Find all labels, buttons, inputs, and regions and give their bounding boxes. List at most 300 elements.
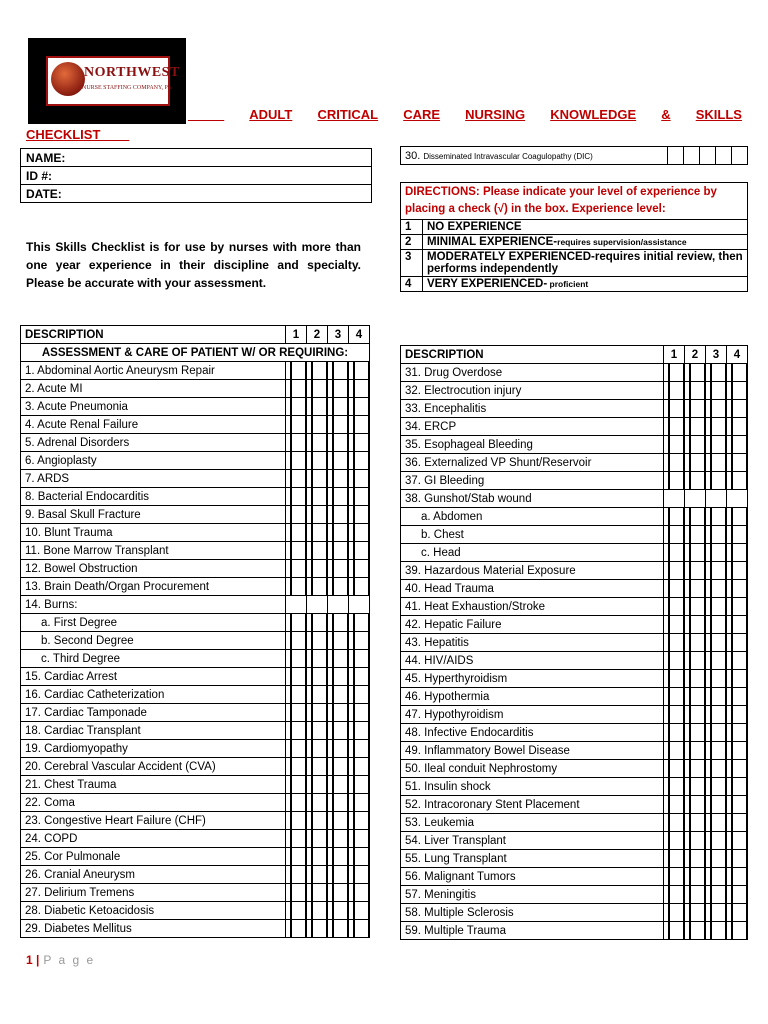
checkbox-level-3[interactable]	[328, 578, 349, 596]
checkbox-level-4[interactable]	[727, 760, 748, 778]
checkbox-level-1[interactable]	[286, 920, 307, 938]
checkbox-level-3[interactable]	[328, 776, 349, 794]
checkbox-level-1[interactable]	[286, 866, 307, 884]
checkbox-level-3[interactable]	[706, 724, 727, 742]
checkbox-level-4[interactable]	[727, 616, 748, 634]
checkbox-level-2[interactable]	[685, 760, 706, 778]
checkbox-level-1[interactable]	[664, 886, 685, 904]
checkbox-level-3[interactable]	[706, 454, 727, 472]
checkbox-level-4[interactable]	[349, 614, 370, 632]
checkbox-level-2[interactable]	[307, 380, 328, 398]
checkbox-level-2[interactable]	[685, 886, 706, 904]
checkbox-level-1[interactable]	[286, 668, 307, 686]
checkbox-level-2[interactable]	[307, 848, 328, 866]
checkbox-level-2[interactable]	[685, 562, 706, 580]
description-header: DESCRIPTION	[401, 346, 664, 364]
checkbox-level-3[interactable]	[328, 434, 349, 452]
checkbox-level-3[interactable]	[328, 794, 349, 812]
checkbox-level-2[interactable]	[307, 632, 328, 650]
checkbox-level-2[interactable]	[307, 488, 328, 506]
checkbox-level-3	[706, 490, 727, 508]
checkbox-level-1[interactable]	[664, 760, 685, 778]
date-field[interactable]: DATE:	[21, 185, 372, 203]
checkbox-level-3[interactable]	[706, 598, 727, 616]
checkbox-level-2[interactable]	[307, 524, 328, 542]
checkbox-level-3[interactable]	[328, 866, 349, 884]
table-row	[401, 832, 748, 850]
checkbox-level-2[interactable]	[685, 868, 706, 886]
checkbox-level-4[interactable]	[727, 508, 748, 526]
checkbox-level-3[interactable]	[706, 382, 727, 400]
table-row	[21, 776, 370, 794]
checkbox-level-4[interactable]	[727, 400, 748, 418]
checkbox-level-4[interactable]	[349, 506, 370, 524]
checkbox-level-1[interactable]	[664, 706, 685, 724]
dic-row-table	[400, 146, 748, 165]
checkbox-level-2[interactable]	[307, 398, 328, 416]
checkbox-level-3[interactable]	[328, 362, 349, 380]
checkbox-level-4[interactable]	[727, 652, 748, 670]
checkbox-level-1[interactable]	[286, 560, 307, 578]
checkbox-level-4[interactable]	[349, 560, 370, 578]
checkbox-level-3[interactable]	[328, 758, 349, 776]
checkbox-level-2[interactable]	[307, 542, 328, 560]
checkbox-level-3[interactable]	[706, 544, 727, 562]
item-label: 6. Angioplasty	[21, 452, 286, 470]
checkbox-level-4[interactable]	[727, 706, 748, 724]
checkbox-level-1[interactable]	[664, 832, 685, 850]
item-label: 50. Ileal conduit Nephrostomy	[401, 760, 664, 778]
checkbox-level-2[interactable]	[307, 866, 328, 884]
checkbox-level-4[interactable]	[727, 742, 748, 760]
checkbox-level-3[interactable]	[706, 400, 727, 418]
checkbox-level-3[interactable]	[706, 562, 727, 580]
checkbox-2[interactable]	[684, 147, 700, 165]
company-logo	[28, 38, 186, 124]
checkbox-level-1[interactable]	[664, 868, 685, 886]
checkbox-level-3[interactable]	[706, 868, 727, 886]
checkbox-level-3[interactable]	[328, 740, 349, 758]
checkbox-level-4[interactable]	[727, 526, 748, 544]
checkbox-level-4[interactable]	[727, 418, 748, 436]
item-label: 14. Burns:	[21, 596, 286, 614]
checkbox-level-1[interactable]	[286, 542, 307, 560]
checkbox-level-4[interactable]	[349, 524, 370, 542]
checkbox-level-4[interactable]	[349, 488, 370, 506]
checkbox-level-2[interactable]	[685, 814, 706, 832]
checkbox-level-4[interactable]	[349, 398, 370, 416]
checkbox-level-4[interactable]	[727, 670, 748, 688]
checkbox-level-1[interactable]	[664, 544, 685, 562]
checkbox-level-3[interactable]	[706, 922, 727, 940]
checkbox-level-1[interactable]	[664, 400, 685, 418]
level-note: proficient	[547, 279, 589, 289]
checkbox-level-3[interactable]	[328, 614, 349, 632]
checkbox-level-4[interactable]	[349, 470, 370, 488]
checkbox-level-2[interactable]	[307, 902, 328, 920]
checkbox-5[interactable]	[732, 147, 748, 165]
checkbox-level-3[interactable]	[706, 796, 727, 814]
checkbox-level-1[interactable]	[286, 632, 307, 650]
checkbox-level-1[interactable]	[286, 362, 307, 380]
table-row	[401, 778, 748, 796]
level-label	[423, 250, 748, 277]
checkbox-level-4[interactable]	[727, 814, 748, 832]
checkbox-level-1[interactable]	[286, 830, 307, 848]
checkbox-level-1[interactable]	[664, 616, 685, 634]
checkbox-level-2[interactable]	[307, 470, 328, 488]
checkbox-level-1[interactable]	[286, 650, 307, 668]
checkbox-level-2[interactable]	[685, 670, 706, 688]
checkbox-level-4[interactable]	[727, 454, 748, 472]
checkbox-level-4[interactable]	[349, 902, 370, 920]
checkbox-level-2[interactable]	[307, 776, 328, 794]
checkbox-level-4[interactable]	[727, 598, 748, 616]
table-row	[21, 542, 370, 560]
checkbox-level-4[interactable]	[727, 886, 748, 904]
checkbox-level-2[interactable]	[685, 400, 706, 418]
item-label: 26. Cranial Aneurysm	[21, 866, 286, 884]
checkbox-level-4[interactable]	[349, 668, 370, 686]
checkbox-level-1[interactable]	[664, 580, 685, 598]
checkbox-level-2[interactable]	[307, 452, 328, 470]
checkbox-level-1[interactable]	[664, 598, 685, 616]
checkbox-level-4[interactable]	[349, 722, 370, 740]
checkbox-level-2[interactable]	[685, 382, 706, 400]
checkbox-level-2[interactable]	[685, 454, 706, 472]
checkbox-level-3[interactable]	[328, 470, 349, 488]
checkbox-level-3[interactable]	[328, 380, 349, 398]
checkbox-level-3[interactable]	[706, 580, 727, 598]
checkbox-level-2[interactable]	[685, 742, 706, 760]
checkbox-level-4[interactable]	[727, 562, 748, 580]
checkbox-level-3[interactable]	[706, 418, 727, 436]
checkbox-level-2[interactable]	[307, 686, 328, 704]
checkbox-level-2[interactable]	[307, 416, 328, 434]
item-label: 37. GI Bleeding	[401, 472, 664, 490]
checkbox-level-2[interactable]	[307, 668, 328, 686]
checkbox-level-1[interactable]	[664, 688, 685, 706]
checkbox-level-3[interactable]	[706, 472, 727, 490]
item-label: 4. Acute Renal Failure	[21, 416, 286, 434]
checkbox-level-1[interactable]	[286, 704, 307, 722]
checkbox-level-2[interactable]	[685, 904, 706, 922]
checkbox-level-1[interactable]	[286, 452, 307, 470]
checkbox-level-1[interactable]	[664, 796, 685, 814]
checkbox-level-3[interactable]	[706, 670, 727, 688]
checkbox-level-4[interactable]	[349, 794, 370, 812]
checkbox-level-4[interactable]	[727, 364, 748, 382]
checkbox-level-2[interactable]	[307, 794, 328, 812]
checkbox-level-1[interactable]	[664, 382, 685, 400]
checkbox-level-4[interactable]	[727, 796, 748, 814]
checkbox-level-3[interactable]	[328, 722, 349, 740]
checkbox-level-2[interactable]	[685, 526, 706, 544]
checkbox-level-3[interactable]	[328, 524, 349, 542]
item-label: b. Chest	[401, 526, 664, 544]
checkbox-level-1[interactable]	[286, 812, 307, 830]
checkbox-level-2[interactable]	[685, 508, 706, 526]
checkbox-level-1[interactable]	[664, 508, 685, 526]
checkbox-level-3[interactable]	[706, 688, 727, 706]
checkbox-level-1[interactable]	[286, 614, 307, 632]
checkbox-level-2[interactable]	[307, 578, 328, 596]
checkbox-level-1[interactable]	[664, 904, 685, 922]
logo-emblem-icon	[51, 62, 85, 96]
checkbox-level-1[interactable]	[664, 562, 685, 580]
checkbox-level-3[interactable]	[328, 902, 349, 920]
checkbox-level-1[interactable]	[286, 902, 307, 920]
checkbox-level-3[interactable]	[706, 616, 727, 634]
checkbox-level-1[interactable]	[664, 472, 685, 490]
checkbox-level-4[interactable]	[727, 634, 748, 652]
checkbox-level-4[interactable]	[349, 542, 370, 560]
item-label: 8. Bacterial Endocarditis	[21, 488, 286, 506]
checkbox-level-1[interactable]	[286, 380, 307, 398]
checkbox-level-4[interactable]	[349, 632, 370, 650]
checkbox-level-1[interactable]	[664, 670, 685, 688]
checkbox-level-3[interactable]	[706, 850, 727, 868]
checkbox-level-3[interactable]	[328, 506, 349, 524]
checkbox-level-4[interactable]	[727, 688, 748, 706]
checkbox-level-4[interactable]	[727, 850, 748, 868]
checkbox-level-3[interactable]	[706, 526, 727, 544]
checkbox-level-2[interactable]	[685, 544, 706, 562]
checkbox-level-4[interactable]	[349, 776, 370, 794]
checkbox-level-1[interactable]	[286, 488, 307, 506]
checkbox-level-3[interactable]	[706, 760, 727, 778]
checkbox-level-4[interactable]	[727, 580, 748, 598]
checkbox-level-4[interactable]	[349, 362, 370, 380]
checkbox-level-1[interactable]	[286, 398, 307, 416]
checkbox-level-2[interactable]	[685, 364, 706, 382]
checkbox-level-2[interactable]	[307, 704, 328, 722]
checkbox-level-1[interactable]	[664, 652, 685, 670]
item-label: 10. Blunt Trauma	[21, 524, 286, 542]
checkbox-level-1[interactable]	[664, 922, 685, 940]
page-number: 1 |	[26, 953, 40, 967]
item-label: b. Second Degree	[21, 632, 286, 650]
table-row	[401, 364, 748, 382]
checkbox-level-2[interactable]	[685, 652, 706, 670]
checkbox-level-3[interactable]	[706, 436, 727, 454]
checkbox-level-1[interactable]	[286, 758, 307, 776]
checkbox-level-4[interactable]	[349, 848, 370, 866]
checkbox-level-1[interactable]	[286, 794, 307, 812]
table-row	[401, 760, 748, 778]
checkbox-level-3[interactable]	[328, 812, 349, 830]
checkbox-level-1[interactable]	[286, 434, 307, 452]
checkbox-level-4[interactable]	[349, 434, 370, 452]
checkbox-level-4[interactable]	[349, 884, 370, 902]
checkbox-level-2[interactable]	[685, 436, 706, 454]
checkbox-level-2[interactable]	[685, 634, 706, 652]
checkbox-level-2[interactable]	[307, 884, 328, 902]
checkbox-level-2[interactable]	[307, 812, 328, 830]
checkbox-level-2[interactable]	[307, 920, 328, 938]
checkbox-level-4[interactable]	[349, 740, 370, 758]
checkbox-level-2[interactable]	[307, 650, 328, 668]
item-label: 16. Cardiac Catheterization	[21, 686, 286, 704]
checkbox-level-2[interactable]	[685, 706, 706, 724]
checkbox-level-4[interactable]	[727, 832, 748, 850]
checkbox-level-3[interactable]	[706, 886, 727, 904]
table-row	[21, 920, 370, 938]
checkbox-level-4[interactable]	[727, 778, 748, 796]
checkbox-level-4[interactable]	[727, 868, 748, 886]
checkbox-level-1[interactable]	[286, 506, 307, 524]
checkbox-level-2[interactable]	[685, 418, 706, 436]
item-label: 39. Hazardous Material Exposure	[401, 562, 664, 580]
checkbox-level-4[interactable]	[349, 812, 370, 830]
checkbox-level-3[interactable]	[328, 650, 349, 668]
checkbox-level-4[interactable]	[349, 686, 370, 704]
checkbox-level-1[interactable]	[664, 850, 685, 868]
checkbox-level-2[interactable]	[685, 580, 706, 598]
checkbox-level-1[interactable]	[664, 454, 685, 472]
table-row	[401, 580, 748, 598]
checkbox-level-2[interactable]	[307, 506, 328, 524]
checkbox-level-1[interactable]	[286, 722, 307, 740]
title-word: CARE	[403, 107, 441, 122]
checkbox-level-4[interactable]	[349, 452, 370, 470]
checkbox-level-1[interactable]	[664, 634, 685, 652]
checkbox-level-3[interactable]	[706, 778, 727, 796]
table-row	[401, 688, 748, 706]
checkbox-level-2[interactable]	[307, 614, 328, 632]
col-header: 2	[307, 326, 328, 344]
checkbox-level-1[interactable]	[664, 526, 685, 544]
checkbox-level-3[interactable]	[328, 488, 349, 506]
checkbox-level-1[interactable]	[664, 418, 685, 436]
checkbox-level-2[interactable]	[685, 778, 706, 796]
checkbox-level-1[interactable]	[286, 578, 307, 596]
checkbox-level-3[interactable]	[328, 560, 349, 578]
checkbox-level-4[interactable]	[727, 904, 748, 922]
checkbox-level-2[interactable]	[685, 850, 706, 868]
checkbox-level-4[interactable]	[727, 472, 748, 490]
checkbox-level-3[interactable]	[328, 920, 349, 938]
checkbox-level-1[interactable]	[286, 416, 307, 434]
checkbox-level-1[interactable]	[664, 436, 685, 454]
checkbox-level-3[interactable]	[706, 634, 727, 652]
checkbox-level-2[interactable]	[685, 616, 706, 634]
checkbox-level-3[interactable]	[328, 452, 349, 470]
page-label: P a g e	[43, 953, 96, 967]
checkbox-level-3[interactable]	[328, 686, 349, 704]
checkbox-level-4[interactable]	[727, 724, 748, 742]
name-field[interactable]: NAME:	[21, 149, 372, 167]
checkbox-level-4[interactable]	[349, 866, 370, 884]
checkbox-level-3[interactable]	[706, 706, 727, 724]
checkbox-level-1[interactable]	[664, 814, 685, 832]
table-row	[401, 508, 748, 526]
checkbox-level-1[interactable]	[286, 524, 307, 542]
checkbox-level-1[interactable]	[664, 742, 685, 760]
checkbox-level-3[interactable]	[328, 542, 349, 560]
table-row	[21, 632, 370, 650]
table-row	[21, 812, 370, 830]
checkbox-level-3[interactable]	[706, 904, 727, 922]
checkbox-level-3[interactable]	[706, 832, 727, 850]
checkbox-level-2[interactable]	[685, 922, 706, 940]
checkbox-level-1[interactable]	[286, 776, 307, 794]
checkbox-level-3[interactable]	[706, 814, 727, 832]
checkbox-level-4[interactable]	[349, 416, 370, 434]
checkbox-level-3[interactable]	[328, 884, 349, 902]
checkbox-level-2[interactable]	[307, 722, 328, 740]
id-field[interactable]: ID #:	[21, 167, 372, 185]
checkbox-level-1[interactable]	[286, 848, 307, 866]
item-label: 20. Cerebral Vascular Accident (CVA)	[21, 758, 286, 776]
dic-label-cell	[401, 147, 668, 165]
checkbox-level-2[interactable]	[685, 598, 706, 616]
checkbox-level-2[interactable]	[307, 434, 328, 452]
checkbox-level-1[interactable]	[286, 470, 307, 488]
checkbox-level-2[interactable]	[685, 724, 706, 742]
checkbox-level-3[interactable]	[328, 704, 349, 722]
item-label: 38. Gunshot/Stab wound	[401, 490, 664, 508]
checkbox-level-2[interactable]	[685, 832, 706, 850]
checkbox-level-3[interactable]	[328, 632, 349, 650]
checkbox-level-3[interactable]	[706, 364, 727, 382]
checkbox-3[interactable]	[700, 147, 716, 165]
checkbox-level-4[interactable]	[349, 704, 370, 722]
checkbox-level-2[interactable]	[307, 362, 328, 380]
checkbox-level-3[interactable]	[328, 416, 349, 434]
checkbox-level-1[interactable]	[664, 364, 685, 382]
checkbox-level-2[interactable]	[685, 688, 706, 706]
checkbox-level-3[interactable]	[706, 652, 727, 670]
table-row	[21, 398, 370, 416]
checkbox-level-2[interactable]	[685, 472, 706, 490]
checkbox-level-2[interactable]	[307, 758, 328, 776]
item-label: c. Third Degree	[21, 650, 286, 668]
checkbox-level-1[interactable]	[286, 740, 307, 758]
checkbox-level-3[interactable]	[706, 508, 727, 526]
checkbox-level-3[interactable]	[328, 668, 349, 686]
checkbox-level-3[interactable]	[328, 848, 349, 866]
checkbox-level-4[interactable]	[349, 650, 370, 668]
checkbox-1[interactable]	[668, 147, 684, 165]
col-header: 3	[706, 346, 727, 364]
checkbox-level-4[interactable]	[349, 920, 370, 938]
checkbox-level-1[interactable]	[664, 724, 685, 742]
checkbox-level-4[interactable]	[727, 922, 748, 940]
checkbox-level-4[interactable]	[349, 758, 370, 776]
checkbox-level-4[interactable]	[727, 382, 748, 400]
checkbox-level-4[interactable]	[349, 578, 370, 596]
checkbox-level-3[interactable]	[328, 830, 349, 848]
checkbox-level-2[interactable]	[307, 560, 328, 578]
checkbox-level-2[interactable]	[307, 740, 328, 758]
level-number: 1	[401, 220, 423, 235]
checkbox-level-3[interactable]	[328, 398, 349, 416]
checkbox-level-2[interactable]	[307, 830, 328, 848]
checkbox-level-1[interactable]	[286, 884, 307, 902]
checkbox-level-2[interactable]	[685, 796, 706, 814]
table-row	[401, 562, 748, 580]
checkbox-level-4[interactable]	[727, 436, 748, 454]
checkbox-level-1[interactable]	[664, 778, 685, 796]
checkbox-level-3[interactable]	[706, 742, 727, 760]
checkbox-level-4[interactable]	[727, 544, 748, 562]
item-label: 9. Basal Skull Fracture	[21, 506, 286, 524]
checkbox-4[interactable]	[716, 147, 732, 165]
checkbox-level-4[interactable]	[349, 380, 370, 398]
checkbox-level-4[interactable]	[349, 830, 370, 848]
checkbox-level-1[interactable]	[286, 686, 307, 704]
